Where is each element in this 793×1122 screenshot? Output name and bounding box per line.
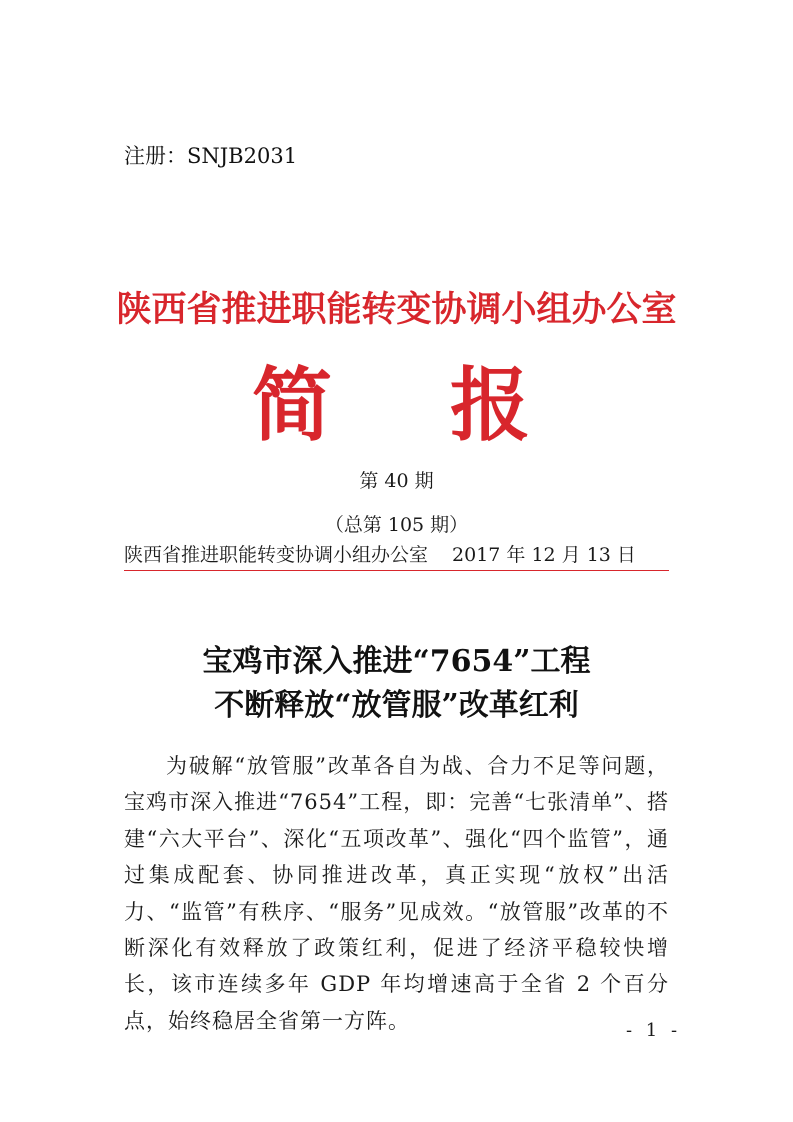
publication-line xyxy=(124,540,636,567)
article-paragraph: 为破解“放管服”改革各自为战、合力不足等问题，宝鸡市深入推进“7654”工程，即：完善“七张清单”、搭建“六大平台”、深化“五项改革”、强化“四个监管”，通过集成配套、协同推进改革，真正实现“放权”出活力、“监管”有秩序、“服务”见成效。“放管服”改革的不断深化有效释放了政策红利，促进了经济平稳较快增长，该市连续多年 GDP 年均增速高于全省 2 个百分点，始终稳居全省第一方阵。 xyxy=(124,754,669,1033)
publication-date: 2017 年 12 月 13 日 xyxy=(452,544,636,566)
brief-char-jian: 简 xyxy=(252,359,332,452)
issuer-title: 陕西省推进职能转变协调小组办公室 xyxy=(116,290,677,330)
issue-number: 第 40 期 xyxy=(359,470,434,492)
page-number: - 1 - xyxy=(626,1020,682,1041)
red-divider xyxy=(124,570,669,571)
registration-number: 注册：SNJB2031 xyxy=(124,144,298,168)
article-title-line-2: 不断释放“放管服”改革红利 xyxy=(214,688,579,723)
total-issue-number: （总第 105 期） xyxy=(324,514,469,536)
article-title-line-1: 宝鸡市深入推进“7654”工程 xyxy=(202,644,591,679)
publication-org: 陕西省推进职能转变协调小组办公室 xyxy=(124,544,429,566)
brief-char-bao: 报 xyxy=(450,359,530,452)
brief-masthead xyxy=(250,360,550,460)
